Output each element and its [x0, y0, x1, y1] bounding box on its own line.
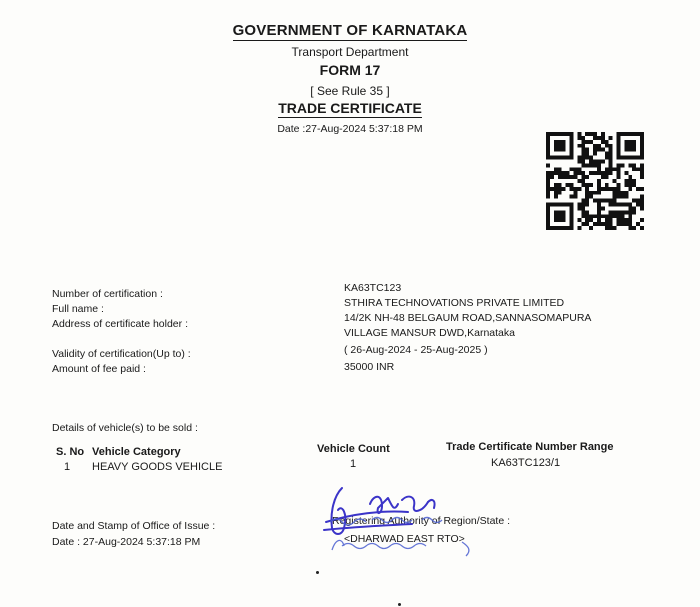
label-number: Number of certification :: [52, 288, 163, 300]
value-validity: ( 26-Aug-2024 - 25-Aug-2025 ): [344, 344, 488, 356]
row-count: 1: [350, 458, 357, 470]
label-validity: Validity of certification(Up to) :: [52, 348, 191, 360]
registering-authority-name: <DHARWAD EAST RTO>: [344, 533, 465, 545]
issue-date: Date : 27-Aug-2024 5:37:18 PM: [52, 536, 201, 548]
vehicles-heading: Details of vehicle(s) to be sold :: [52, 422, 198, 434]
form-number: FORM 17: [319, 62, 381, 78]
government-title: GOVERNMENT OF KARNATAKA: [232, 22, 468, 39]
col-range: Trade Certificate Number Range: [446, 441, 614, 453]
value-full-name: STHIRA TECHNOVATIONS PRIVATE LIMITED: [344, 297, 565, 309]
label-full-name: Full name :: [52, 303, 104, 315]
signature-stamp-icon: [312, 476, 502, 562]
value-number: KA63TC123: [344, 282, 402, 294]
stray-mark: [316, 571, 319, 574]
qr-code-icon: [546, 132, 644, 230]
rule-reference: [ See Rule 35 ]: [310, 84, 390, 98]
label-fee: Amount of fee paid :: [52, 363, 146, 375]
col-count: Vehicle Count: [317, 443, 390, 455]
row-category: HEAVY GOODS VEHICLE: [92, 461, 223, 473]
value-address-line2: VILLAGE MANSUR DWD,Karnataka: [344, 327, 515, 339]
certificate-title: TRADE CERTIFICATE: [278, 100, 422, 116]
value-fee: 35000 INR: [344, 361, 395, 373]
row-range: KA63TC123/1: [491, 457, 561, 469]
registering-authority-label: Registering Authority of Region/State :: [332, 515, 511, 527]
value-address-line1: 14/2K NH-48 BELGAUM ROAD,SANNASOMAPURA: [344, 312, 592, 324]
label-address: Address of certificate holder :: [52, 318, 188, 330]
stray-mark: [398, 603, 401, 606]
department-name: Transport Department: [291, 45, 409, 59]
row-sno: 1: [64, 461, 71, 473]
col-category: Vehicle Category: [92, 446, 181, 458]
certificate-date: Date :27-Aug-2024 5:37:18 PM: [277, 123, 423, 135]
col-sno: S. No: [56, 446, 85, 458]
issue-office-label: Date and Stamp of Office of Issue :: [52, 520, 216, 532]
